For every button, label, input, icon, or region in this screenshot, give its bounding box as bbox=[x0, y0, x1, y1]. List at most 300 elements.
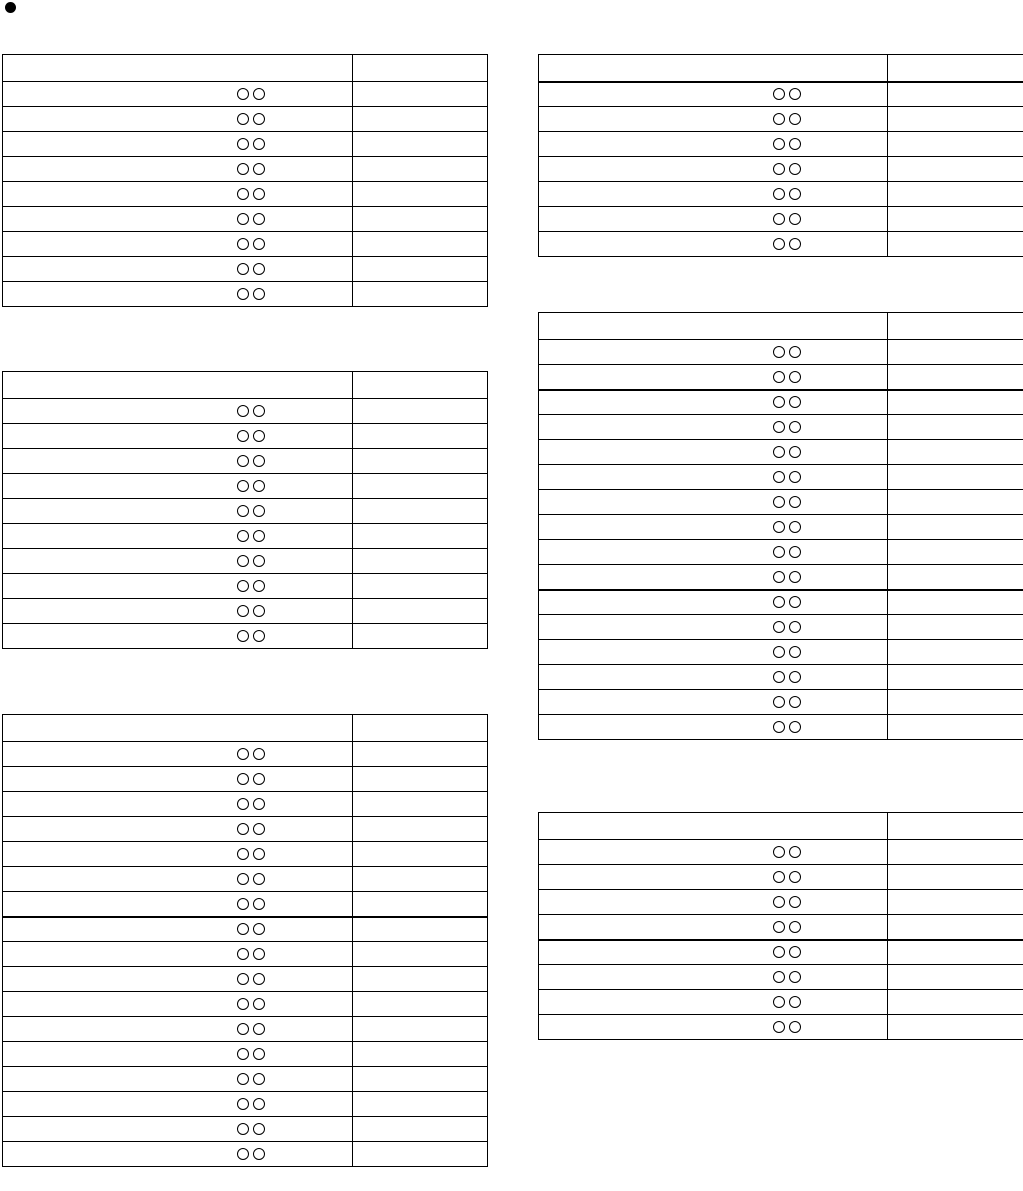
value-input-cell[interactable] bbox=[888, 865, 1023, 890]
radio-option-2[interactable] bbox=[789, 188, 801, 200]
table-row bbox=[3, 182, 488, 207]
radio-option-1[interactable] bbox=[773, 421, 785, 433]
value-input-cell[interactable] bbox=[353, 867, 488, 892]
radio-option-1[interactable] bbox=[237, 1123, 249, 1135]
radio-option-2[interactable] bbox=[253, 873, 265, 885]
row-label-cell bbox=[539, 182, 888, 207]
radio-option-1[interactable] bbox=[773, 846, 785, 858]
value-input-cell[interactable] bbox=[888, 157, 1023, 182]
row-label-cell bbox=[3, 257, 353, 282]
table-row bbox=[539, 440, 1023, 465]
value-input-cell[interactable] bbox=[353, 817, 488, 842]
radio-option-1[interactable] bbox=[237, 823, 249, 835]
radio-pair bbox=[237, 773, 265, 785]
radio-option-1[interactable] bbox=[773, 471, 785, 483]
table-row bbox=[539, 615, 1023, 640]
value-input-cell[interactable] bbox=[353, 1017, 488, 1042]
value-input-cell[interactable] bbox=[888, 182, 1023, 207]
value-input-cell[interactable] bbox=[353, 524, 488, 549]
value-input-cell[interactable] bbox=[888, 640, 1023, 665]
table-row bbox=[3, 424, 488, 449]
radio-option-1[interactable] bbox=[773, 396, 785, 408]
radio-pair bbox=[237, 1098, 265, 1110]
radio-pair bbox=[237, 748, 265, 760]
radio-option-2[interactable] bbox=[253, 213, 265, 225]
radio-pair bbox=[773, 88, 801, 100]
radio-pair bbox=[237, 455, 265, 467]
value-input-cell[interactable] bbox=[353, 967, 488, 992]
radio-option-2[interactable] bbox=[789, 471, 801, 483]
radio-option-2[interactable] bbox=[253, 163, 265, 175]
radio-pair bbox=[237, 1048, 265, 1060]
value-input-cell[interactable] bbox=[353, 82, 488, 107]
radio-option-1[interactable] bbox=[773, 896, 785, 908]
radio-option-1[interactable] bbox=[237, 138, 249, 150]
radio-option-2[interactable] bbox=[789, 946, 801, 958]
radio-option-1[interactable] bbox=[773, 721, 785, 733]
radio-option-1[interactable] bbox=[237, 88, 249, 100]
row-label-cell bbox=[3, 449, 353, 474]
radio-option-2[interactable] bbox=[253, 405, 265, 417]
table-row bbox=[3, 1117, 488, 1142]
radio-option-2[interactable] bbox=[253, 998, 265, 1010]
radio-option-2[interactable] bbox=[253, 480, 265, 492]
radio-option-1[interactable] bbox=[237, 505, 249, 517]
radio-option-1[interactable] bbox=[773, 346, 785, 358]
value-input-cell[interactable] bbox=[888, 840, 1023, 865]
radio-option-2[interactable] bbox=[253, 430, 265, 442]
row-label-cell bbox=[539, 990, 888, 1015]
radio-option-2[interactable] bbox=[789, 846, 801, 858]
radio-option-1[interactable] bbox=[237, 948, 249, 960]
radio-option-2[interactable] bbox=[789, 621, 801, 633]
row-label-cell bbox=[3, 1067, 353, 1092]
radio-option-2[interactable] bbox=[789, 546, 801, 558]
value-input-cell[interactable] bbox=[888, 540, 1023, 565]
value-input-cell[interactable] bbox=[888, 715, 1023, 740]
table-row bbox=[3, 232, 488, 257]
value-input-cell[interactable] bbox=[888, 940, 1023, 965]
row-label-cell bbox=[3, 817, 353, 842]
radio-option-2[interactable] bbox=[253, 923, 265, 935]
table-row bbox=[3, 1042, 488, 1067]
value-input-cell[interactable] bbox=[353, 107, 488, 132]
radio-pair bbox=[773, 421, 801, 433]
radio-pair bbox=[237, 1148, 265, 1160]
radio-option-2[interactable] bbox=[253, 773, 265, 785]
row-label-cell bbox=[539, 465, 888, 490]
row-label-cell bbox=[539, 82, 888, 107]
radio-option-1[interactable] bbox=[237, 288, 249, 300]
row-label-cell bbox=[539, 965, 888, 990]
radio-option-1[interactable] bbox=[773, 971, 785, 983]
radio-option-1[interactable] bbox=[237, 430, 249, 442]
radio-option-2[interactable] bbox=[253, 1023, 265, 1035]
radio-option-1[interactable] bbox=[773, 446, 785, 458]
radio-option-2[interactable] bbox=[253, 1073, 265, 1085]
row-label-cell bbox=[3, 992, 353, 1017]
radio-option-2[interactable] bbox=[789, 996, 801, 1008]
radio-option-1[interactable] bbox=[773, 696, 785, 708]
radio-option-2[interactable] bbox=[789, 421, 801, 433]
radio-option-1[interactable] bbox=[773, 646, 785, 658]
radio-option-1[interactable] bbox=[773, 946, 785, 958]
radio-option-1[interactable] bbox=[237, 748, 249, 760]
radio-option-2[interactable] bbox=[789, 163, 801, 175]
radio-option-1[interactable] bbox=[237, 1073, 249, 1085]
radio-pair bbox=[773, 371, 801, 383]
radio-option-1[interactable] bbox=[773, 996, 785, 1008]
value-input-cell[interactable] bbox=[888, 365, 1023, 390]
row-label-cell bbox=[539, 565, 888, 590]
value-input-cell[interactable] bbox=[353, 624, 488, 649]
radio-option-1[interactable] bbox=[773, 596, 785, 608]
radio-pair bbox=[237, 188, 265, 200]
radio-option-2[interactable] bbox=[789, 571, 801, 583]
radio-option-2[interactable] bbox=[789, 721, 801, 733]
radio-option-1[interactable] bbox=[237, 1098, 249, 1110]
radio-option-2[interactable] bbox=[253, 238, 265, 250]
radio-option-2[interactable] bbox=[253, 605, 265, 617]
radio-option-2[interactable] bbox=[789, 921, 801, 933]
value-input-cell[interactable] bbox=[353, 182, 488, 207]
value-input-cell[interactable] bbox=[888, 207, 1023, 232]
radio-option-1[interactable] bbox=[773, 871, 785, 883]
radio-option-2[interactable] bbox=[253, 580, 265, 592]
radio-option-1[interactable] bbox=[773, 521, 785, 533]
radio-option-2[interactable] bbox=[789, 396, 801, 408]
row-label-cell bbox=[539, 390, 888, 415]
table-header-row bbox=[539, 55, 1023, 82]
row-label-cell bbox=[3, 1092, 353, 1117]
radio-option-2[interactable] bbox=[253, 630, 265, 642]
radio-option-1[interactable] bbox=[773, 213, 785, 225]
radio-pair bbox=[773, 113, 801, 125]
value-input-cell[interactable] bbox=[888, 565, 1023, 590]
row-label-cell bbox=[3, 1042, 353, 1067]
radio-option-2[interactable] bbox=[253, 798, 265, 810]
radio-option-1[interactable] bbox=[237, 580, 249, 592]
radio-option-2[interactable] bbox=[789, 88, 801, 100]
radio-option-2[interactable] bbox=[253, 898, 265, 910]
radio-option-2[interactable] bbox=[253, 1098, 265, 1110]
radio-option-2[interactable] bbox=[789, 646, 801, 658]
value-input-cell[interactable] bbox=[888, 340, 1023, 365]
radio-option-1[interactable] bbox=[773, 238, 785, 250]
radio-option-1[interactable] bbox=[773, 496, 785, 508]
radio-option-1[interactable] bbox=[237, 848, 249, 860]
value-input-cell[interactable] bbox=[353, 157, 488, 182]
radio-option-1[interactable] bbox=[237, 605, 249, 617]
value-input-cell[interactable] bbox=[888, 490, 1023, 515]
row-label-cell bbox=[539, 665, 888, 690]
value-input-cell[interactable] bbox=[353, 132, 488, 157]
value-input-cell[interactable] bbox=[353, 1067, 488, 1092]
radio-option-2[interactable] bbox=[789, 446, 801, 458]
row-label-cell bbox=[539, 540, 888, 565]
table-row bbox=[3, 817, 488, 842]
value-input-cell[interactable] bbox=[353, 207, 488, 232]
radio-option-1[interactable] bbox=[237, 480, 249, 492]
radio-option-2[interactable] bbox=[789, 238, 801, 250]
row-label-cell bbox=[3, 157, 353, 182]
radio-pair bbox=[773, 671, 801, 683]
radio-option-2[interactable] bbox=[789, 496, 801, 508]
radio-option-1[interactable] bbox=[237, 405, 249, 417]
radio-option-1[interactable] bbox=[773, 88, 785, 100]
radio-option-2[interactable] bbox=[789, 1021, 801, 1033]
radio-option-1[interactable] bbox=[237, 798, 249, 810]
radio-pair bbox=[773, 646, 801, 658]
value-input-cell[interactable] bbox=[888, 415, 1023, 440]
value-input-cell[interactable] bbox=[888, 915, 1023, 940]
value-input-cell[interactable] bbox=[353, 474, 488, 499]
radio-pair bbox=[237, 88, 265, 100]
value-input-cell[interactable] bbox=[888, 1015, 1023, 1040]
row-label-cell bbox=[539, 490, 888, 515]
row-label-cell bbox=[3, 917, 353, 942]
row-label-cell bbox=[3, 942, 353, 967]
table-row bbox=[3, 992, 488, 1017]
radio-pair bbox=[773, 596, 801, 608]
radio-option-2[interactable] bbox=[789, 871, 801, 883]
row-label-cell bbox=[3, 842, 353, 867]
value-input-cell[interactable] bbox=[353, 257, 488, 282]
value-input-cell[interactable] bbox=[888, 690, 1023, 715]
value-input-cell[interactable] bbox=[353, 767, 488, 792]
radio-option-1[interactable] bbox=[237, 238, 249, 250]
radio-option-1[interactable] bbox=[237, 998, 249, 1010]
radio-option-2[interactable] bbox=[789, 896, 801, 908]
radio-option-2[interactable] bbox=[253, 263, 265, 275]
row-label-cell bbox=[3, 82, 353, 107]
value-input-cell[interactable] bbox=[353, 917, 488, 942]
table-row bbox=[3, 967, 488, 992]
right-table-3 bbox=[538, 812, 1023, 1040]
row-label-cell bbox=[539, 590, 888, 615]
row-label-cell bbox=[539, 865, 888, 890]
radio-option-1[interactable] bbox=[773, 571, 785, 583]
value-input-cell[interactable] bbox=[353, 282, 488, 307]
header-label-cell bbox=[539, 313, 888, 340]
value-input-cell[interactable] bbox=[353, 1142, 488, 1167]
row-label-cell bbox=[539, 232, 888, 257]
value-input-cell[interactable] bbox=[353, 992, 488, 1017]
row-label-cell bbox=[539, 515, 888, 540]
value-input-cell[interactable] bbox=[888, 132, 1023, 157]
row-label-cell bbox=[539, 132, 888, 157]
radio-option-1[interactable] bbox=[237, 1148, 249, 1160]
radio-option-1[interactable] bbox=[773, 163, 785, 175]
radio-option-1[interactable] bbox=[773, 621, 785, 633]
radio-option-2[interactable] bbox=[253, 948, 265, 960]
radio-option-1[interactable] bbox=[773, 671, 785, 683]
radio-pair bbox=[773, 571, 801, 583]
row-label-cell bbox=[539, 840, 888, 865]
row-label-cell bbox=[539, 415, 888, 440]
value-input-cell[interactable] bbox=[888, 990, 1023, 1015]
radio-pair bbox=[773, 546, 801, 558]
radio-option-2[interactable] bbox=[253, 505, 265, 517]
radio-pair bbox=[237, 530, 265, 542]
value-input-cell[interactable] bbox=[888, 82, 1023, 107]
table-row bbox=[3, 917, 488, 942]
radio-option-2[interactable] bbox=[253, 530, 265, 542]
radio-option-1[interactable] bbox=[237, 188, 249, 200]
radio-option-1[interactable] bbox=[237, 1048, 249, 1060]
radio-option-2[interactable] bbox=[789, 213, 801, 225]
radio-pair bbox=[237, 163, 265, 175]
value-input-cell[interactable] bbox=[353, 892, 488, 917]
radio-option-2[interactable] bbox=[253, 555, 265, 567]
value-input-cell[interactable] bbox=[353, 792, 488, 817]
radio-option-1[interactable] bbox=[237, 163, 249, 175]
row-label-cell bbox=[3, 424, 353, 449]
row-label-cell bbox=[3, 1017, 353, 1042]
radio-option-2[interactable] bbox=[789, 113, 801, 125]
table-row bbox=[539, 515, 1023, 540]
radio-option-1[interactable] bbox=[237, 455, 249, 467]
header-value-cell bbox=[888, 313, 1023, 340]
table-row bbox=[539, 490, 1023, 515]
radio-option-1[interactable] bbox=[237, 630, 249, 642]
value-input-cell[interactable] bbox=[888, 440, 1023, 465]
table-row bbox=[3, 157, 488, 182]
radio-pair bbox=[773, 896, 801, 908]
value-input-cell[interactable] bbox=[888, 615, 1023, 640]
value-input-cell[interactable] bbox=[353, 1042, 488, 1067]
radio-option-2[interactable] bbox=[253, 188, 265, 200]
row-label-cell bbox=[3, 524, 353, 549]
radio-option-1[interactable] bbox=[237, 113, 249, 125]
row-label-cell bbox=[3, 282, 353, 307]
radio-option-1[interactable] bbox=[773, 921, 785, 933]
radio-pair bbox=[237, 848, 265, 860]
radio-option-2[interactable] bbox=[253, 748, 265, 760]
radio-option-2[interactable] bbox=[789, 138, 801, 150]
radio-option-1[interactable] bbox=[773, 113, 785, 125]
radio-option-1[interactable] bbox=[773, 188, 785, 200]
radio-option-2[interactable] bbox=[789, 371, 801, 383]
radio-option-2[interactable] bbox=[789, 521, 801, 533]
value-input-cell[interactable] bbox=[353, 574, 488, 599]
radio-option-1[interactable] bbox=[237, 898, 249, 910]
table-row bbox=[539, 665, 1023, 690]
table-row bbox=[3, 624, 488, 649]
value-input-cell[interactable] bbox=[888, 890, 1023, 915]
radio-pair bbox=[237, 405, 265, 417]
radio-option-2[interactable] bbox=[253, 455, 265, 467]
value-input-cell[interactable] bbox=[888, 107, 1023, 132]
value-input-cell[interactable] bbox=[353, 499, 488, 524]
radio-option-2[interactable] bbox=[253, 113, 265, 125]
radio-option-1[interactable] bbox=[237, 555, 249, 567]
radio-pair bbox=[773, 921, 801, 933]
radio-option-2[interactable] bbox=[253, 1148, 265, 1160]
row-label-cell bbox=[539, 915, 888, 940]
radio-pair bbox=[237, 948, 265, 960]
radio-option-1[interactable] bbox=[773, 138, 785, 150]
radio-option-1[interactable] bbox=[237, 530, 249, 542]
table-row bbox=[3, 1067, 488, 1092]
header-value-cell bbox=[353, 372, 488, 399]
value-input-cell[interactable] bbox=[353, 232, 488, 257]
radio-option-2[interactable] bbox=[253, 823, 265, 835]
row-label-cell bbox=[3, 867, 353, 892]
radio-option-2[interactable] bbox=[253, 1123, 265, 1135]
value-input-cell[interactable] bbox=[353, 942, 488, 967]
radio-option-2[interactable] bbox=[253, 848, 265, 860]
radio-option-2[interactable] bbox=[789, 671, 801, 683]
value-input-cell[interactable] bbox=[888, 665, 1023, 690]
value-input-cell[interactable] bbox=[353, 424, 488, 449]
value-input-cell[interactable] bbox=[353, 549, 488, 574]
row-label-cell bbox=[539, 440, 888, 465]
radio-option-2[interactable] bbox=[253, 288, 265, 300]
row-label-cell bbox=[3, 892, 353, 917]
radio-option-1[interactable] bbox=[237, 923, 249, 935]
value-input-cell[interactable] bbox=[353, 1117, 488, 1142]
row-label-cell bbox=[3, 574, 353, 599]
table-row bbox=[539, 390, 1023, 415]
table-row bbox=[539, 207, 1023, 232]
row-label-cell bbox=[539, 690, 888, 715]
radio-option-2[interactable] bbox=[253, 88, 265, 100]
table-row bbox=[539, 82, 1023, 107]
radio-option-1[interactable] bbox=[237, 263, 249, 275]
radio-option-1[interactable] bbox=[237, 873, 249, 885]
value-input-cell[interactable] bbox=[353, 449, 488, 474]
radio-option-1[interactable] bbox=[237, 973, 249, 985]
value-input-cell[interactable] bbox=[353, 1092, 488, 1117]
radio-pair bbox=[237, 823, 265, 835]
table-row bbox=[3, 1017, 488, 1042]
radio-option-1[interactable] bbox=[237, 773, 249, 785]
radio-option-2[interactable] bbox=[789, 596, 801, 608]
table-row bbox=[3, 524, 488, 549]
radio-option-2[interactable] bbox=[253, 973, 265, 985]
row-label-cell bbox=[539, 207, 888, 232]
radio-option-2[interactable] bbox=[789, 971, 801, 983]
value-input-cell[interactable] bbox=[353, 399, 488, 424]
table-row bbox=[539, 965, 1023, 990]
radio-option-1[interactable] bbox=[773, 546, 785, 558]
value-input-cell[interactable] bbox=[888, 465, 1023, 490]
radio-option-1[interactable] bbox=[237, 213, 249, 225]
value-input-cell[interactable] bbox=[888, 232, 1023, 257]
table-header-row bbox=[539, 313, 1023, 340]
value-input-cell[interactable] bbox=[353, 599, 488, 624]
radio-pair bbox=[237, 238, 265, 250]
radio-option-1[interactable] bbox=[237, 1023, 249, 1035]
radio-pair bbox=[773, 521, 801, 533]
value-input-cell[interactable] bbox=[888, 965, 1023, 990]
radio-option-2[interactable] bbox=[789, 696, 801, 708]
value-input-cell[interactable] bbox=[888, 390, 1023, 415]
radio-option-2[interactable] bbox=[789, 346, 801, 358]
radio-option-2[interactable] bbox=[253, 138, 265, 150]
table-row bbox=[539, 565, 1023, 590]
value-input-cell[interactable] bbox=[353, 842, 488, 867]
value-input-cell[interactable] bbox=[888, 590, 1023, 615]
radio-option-2[interactable] bbox=[253, 1048, 265, 1060]
header-label-cell bbox=[3, 55, 353, 82]
value-input-cell[interactable] bbox=[888, 515, 1023, 540]
value-input-cell[interactable] bbox=[353, 742, 488, 767]
radio-option-1[interactable] bbox=[773, 371, 785, 383]
radio-option-1[interactable] bbox=[773, 1021, 785, 1033]
table-row bbox=[539, 865, 1023, 890]
